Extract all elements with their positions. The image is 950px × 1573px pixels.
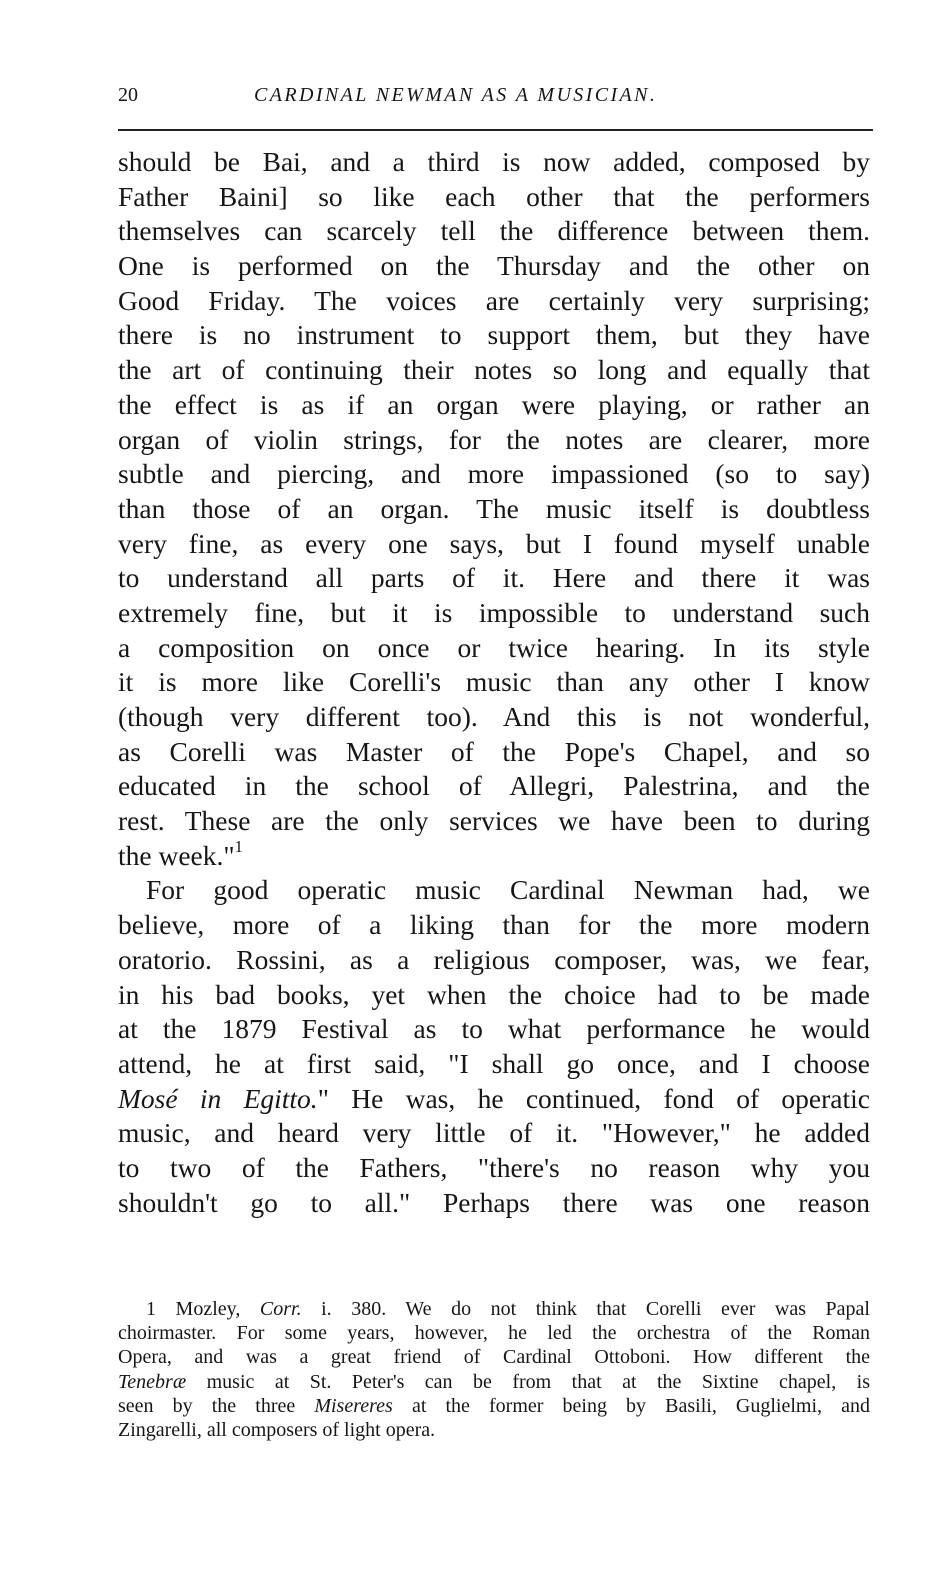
text-segment: to two of the Fathers, "there's no reason why you xyxy=(118,1151,870,1183)
body-line xyxy=(118,1082,870,1117)
text-segment: themselves can scarcely tell the difference between them. xyxy=(118,215,870,247)
text-segment: organ of violin strings, for the notes are clearer, more xyxy=(118,423,870,455)
body-line xyxy=(118,836,870,874)
text-segment: should be Bai, and a third is now added, composed by xyxy=(118,146,870,177)
text-segment: at the 1879 Festival as to what performance he would xyxy=(118,1013,870,1045)
body-line xyxy=(118,1186,870,1221)
text-segment: a composition on once or twice hearing. In its style xyxy=(118,631,870,663)
text-segment: it is more like Corelli's music than any other I know xyxy=(118,666,870,698)
text-segment: " He was, he continued, fond of operatic xyxy=(317,1082,870,1114)
text-segment: rest. These are the only services we have been to during xyxy=(118,805,870,837)
text-segment: extremely fine, but it is impossible to understand such xyxy=(118,596,870,628)
text-segment: attend, he at first said, "I shall go once, and I choose xyxy=(118,1047,870,1079)
header-rule xyxy=(118,129,873,131)
italic-text: Tenebræ xyxy=(118,1370,187,1393)
body-line xyxy=(118,943,870,978)
running-header xyxy=(118,84,873,114)
footnote-line xyxy=(118,1418,870,1442)
footnote-line xyxy=(118,1345,870,1369)
text-segment: choirmaster. For some years, however, he led the orchestra of the Roman xyxy=(118,1322,870,1345)
text-segment: the effect is as if an organ were playing, or rather an xyxy=(118,388,870,420)
body-line xyxy=(118,561,870,596)
text-segment: Good Friday. The voices are certainly very surprising; xyxy=(118,284,870,316)
body-line xyxy=(118,423,870,458)
body-text xyxy=(118,145,870,1220)
text-segment: i. 380. We do not think that Corelli ever was Papal xyxy=(301,1298,870,1320)
text-segment: Zingarelli, all composers of light opera. xyxy=(118,1418,436,1441)
body-line xyxy=(118,1116,870,1151)
body-line xyxy=(118,665,870,700)
body-line xyxy=(118,1047,870,1082)
footnote-line xyxy=(118,1394,870,1418)
body-line xyxy=(118,804,870,839)
body-line xyxy=(118,492,870,527)
body-line xyxy=(118,596,870,631)
footnote-marker: 1 xyxy=(234,836,243,856)
footnote-line xyxy=(118,1297,870,1321)
text-segment: the art of continuing their notes so long and equally that xyxy=(118,354,870,386)
text-segment: oratorio. Rossini, as a religious composer, was, we fear, xyxy=(118,943,870,975)
body-line xyxy=(118,457,870,492)
footnote-line xyxy=(118,1321,870,1345)
text-segment: as Corelli was Master of the Pope's Chapel, and so xyxy=(118,735,870,767)
text-segment: there is no instrument to support them, but they have xyxy=(118,319,870,351)
text-segment: Father Baini] so like each other that the performers xyxy=(118,180,870,212)
text-segment: very fine, as every one says, but I found myself unable xyxy=(118,527,870,559)
italic-text: Misereres xyxy=(314,1394,393,1417)
body-line xyxy=(118,214,870,249)
page-number: 20 xyxy=(118,84,138,106)
text-segment: the week." xyxy=(118,839,235,871)
text-segment: educated in the school of Allegri, Palestrina, and the xyxy=(118,770,870,802)
text-segment: believe, more of a liking than for the more modern xyxy=(118,909,870,941)
body-line xyxy=(118,145,870,180)
body-line xyxy=(118,388,870,423)
body-line xyxy=(118,353,870,388)
body-line xyxy=(118,873,870,908)
text-segment: One is performed on the Thursday and the other on xyxy=(118,250,870,282)
body-line xyxy=(118,1012,870,1047)
running-title: CARDINAL NEWMAN AS A MUSICIAN. xyxy=(254,84,658,106)
body-line xyxy=(118,735,870,770)
body-line xyxy=(118,700,870,735)
text-segment: music at St. Peter's can be from that at the Sixtine chapel, is xyxy=(186,1370,870,1393)
text-segment: to understand all parts of it. Here and there it was xyxy=(118,562,870,594)
text-segment: at the former being by Basili, Guglielmi, and xyxy=(392,1394,870,1417)
body-line xyxy=(118,180,870,215)
text-segment: For good operatic music Cardinal Newman had, we xyxy=(146,874,870,906)
text-segment: in his bad books, yet when the choice had to be made xyxy=(118,978,870,1010)
body-line xyxy=(118,769,870,804)
body-line xyxy=(118,284,870,319)
body-line xyxy=(118,318,870,353)
text-segment: Opera, and was a great friend of Cardinal Ottoboni. How different the xyxy=(118,1346,870,1369)
footnote xyxy=(118,1297,870,1442)
body-line xyxy=(118,527,870,562)
body-line xyxy=(118,249,870,284)
footnote-line xyxy=(118,1370,870,1394)
text-segment: (though very different too). And this is not wonderful, xyxy=(118,701,870,732)
body-line xyxy=(118,978,870,1013)
text-segment: 1 Mozley, xyxy=(146,1298,260,1320)
body-line xyxy=(118,631,870,666)
text-segment: than those of an organ. The music itself is doubtless xyxy=(118,492,870,524)
text-segment: music, and heard very little of it. "However," he added xyxy=(118,1117,870,1149)
italic-text: Mosé in Egitto. xyxy=(118,1082,318,1114)
text-segment: shouldn't go to all." Perhaps there was one reason xyxy=(118,1186,870,1218)
text-segment: seen by the three xyxy=(118,1394,315,1417)
italic-text: Corr. xyxy=(259,1298,302,1320)
body-line xyxy=(118,908,870,943)
text-segment: subtle and piercing, and more impassioned (so to say) xyxy=(118,458,870,490)
body-line xyxy=(118,1151,870,1186)
